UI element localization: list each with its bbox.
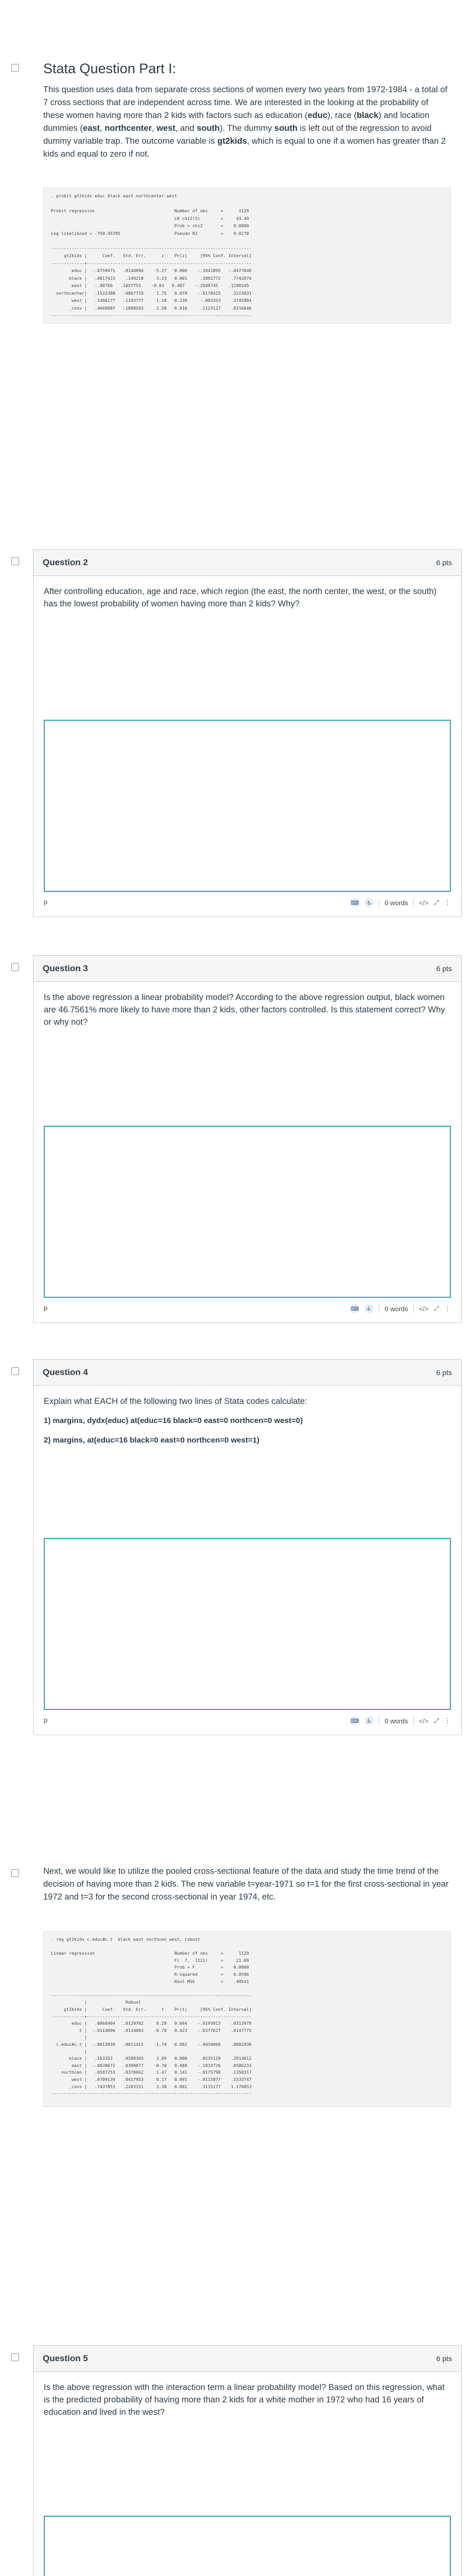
stata-output-line: Log likelihood = -759.45785 Pseudo R2 = 0.0278 bbox=[51, 230, 249, 236]
element-path[interactable]: p bbox=[44, 1304, 48, 1312]
stata-output-line: Linear regression Number of obs = 1129 bbox=[51, 1951, 249, 1956]
word-count: 0 words bbox=[384, 1717, 408, 1725]
stata-output-line: t | -.0114096 .0134083 -0.78 0.423 -.0377627 .0147775 bbox=[51, 2027, 252, 2033]
keyboard-icon[interactable]: ⌨ bbox=[350, 1304, 359, 1313]
divider bbox=[413, 1304, 414, 1313]
question-text: Explain what EACH of the following two lines of Stata codes calculate: 1) margins, dydx(educ) at(educ=16 black=0 east=0 northcen=0 west=0) 2) margins, at(educ=16 black=0 east=0 northcen=0 west=1) bbox=[33, 1386, 461, 1447]
stata-output-line: east | -.0839672 .0399877 -0.70 0.488 -.1019726 .0586233 bbox=[51, 2062, 252, 2068]
answer-editor[interactable] bbox=[44, 2516, 451, 2576]
stata-output-regression bbox=[43, 1931, 451, 2107]
stata-output-line: gt2kids | Coef. Std. Err. z P>|z| [95% Conf. Interval] bbox=[51, 253, 252, 258]
answer-editor[interactable] bbox=[44, 1126, 451, 1298]
stata-output-line: black | .4817423 .149218 3.23 0.001 .1892772 .7742074 bbox=[51, 275, 252, 281]
stata-output-line: _cons | .4669887 .1809593 2.58 0.010 .1123127 .8216646 bbox=[51, 305, 252, 311]
html-toggle[interactable]: </> bbox=[418, 1304, 429, 1313]
stata-output-line: Prob > chi2 = 0.0000 bbox=[51, 223, 249, 228]
question-card-2 bbox=[33, 549, 462, 917]
question-points: 6 pts bbox=[436, 964, 452, 973]
question-card-5 bbox=[33, 2345, 462, 2576]
stata-output-line: Root MSE = .49541 bbox=[51, 1978, 249, 1984]
question-title: Question 5 bbox=[43, 2353, 88, 2363]
word-count: 0 words bbox=[384, 1304, 408, 1313]
keyboard-icon[interactable]: ⌨ bbox=[350, 898, 359, 907]
stata-output-line: Probit regression Number of obs = 1129 bbox=[51, 208, 249, 213]
question-text: Is the above regression with the interaction term a linear probability model? Based on this regression, what is the predicted probability of having more than 2 kids for a white mother in 1972 who had 16 years of education and lived in the west? bbox=[44, 2383, 445, 2417]
question-points: 6 pts bbox=[436, 1368, 452, 1377]
stata-output-line: | Robust bbox=[51, 1999, 141, 2005]
stata-output-line: ------------------------------------------------------------------------------ bbox=[51, 313, 252, 318]
answer-editor[interactable] bbox=[44, 1538, 451, 1710]
stata-output-line: | bbox=[51, 2035, 87, 2040]
fullscreen-icon[interactable]: ⤢ bbox=[433, 899, 439, 906]
stata-code-line: 1) margins, dydx(educ) at(educ=16 black=0 east=0 northcen=0 west=0) bbox=[44, 1416, 303, 1425]
question-header bbox=[33, 2346, 461, 2372]
stata-code-line: 2) margins, at(educ=16 black=0 east=0 northcen=0 west=1) bbox=[44, 1436, 259, 1445]
stata-output-line: east | -.08766 .1057753 -0.83 0.407 -.2949745 .1196545 bbox=[51, 283, 249, 288]
stata-output-line: northcenter| .1522308 .0867719 1.75 0.079 -.0178415 .3223031 bbox=[51, 290, 252, 296]
stata-output-line: northcen | .0587253 .0378662 1.47 0.141 -.0175798 .1350317 bbox=[51, 2070, 252, 2075]
question-card-3 bbox=[33, 955, 462, 1323]
question-header bbox=[33, 1360, 461, 1386]
fullscreen-icon[interactable]: ⤢ bbox=[433, 1717, 439, 1724]
element-path[interactable]: p bbox=[44, 898, 48, 906]
element-path[interactable]: p bbox=[44, 1716, 48, 1724]
section-title: Stata Question Part I: bbox=[43, 61, 177, 76]
editor-status-bar bbox=[44, 1301, 451, 1316]
stata-output-line: black | .163352 .0589365 3.09 0.000 .0535129 .2913612 bbox=[51, 2056, 252, 2061]
html-toggle[interactable]: </> bbox=[418, 899, 429, 907]
more-icon[interactable]: ⋮ bbox=[444, 899, 451, 906]
stata-output-line: Prob > F = 0.0000 bbox=[51, 1964, 249, 1970]
question-text: After controlling education, age and race, which region (the east, the north center, the west, or the south) has the lowest probability of women having more than 2 kids? Why? bbox=[44, 587, 437, 608]
flag-checkbox[interactable] bbox=[11, 2353, 19, 2361]
stata-output-line: c.educ#c.t | -.0013039 .0011411 -1.74 0.082 -.0050068 .0002936 bbox=[51, 2042, 252, 2047]
intro-paragraph: This question uses data from separate cross sections of women every two years from 1972-1984 - a total of 7 cross sections that are independent across time. We are interested in the looking at the probability of these women having more than 2 kids with factors such as education (educ), race (black) and location dummies (east, northcenter, west, and south). The dummy south is left out of the regression to avoid dummy variable trap. The outcome variable is gt2kids, which is equal to one if a women has greater than 2 kids and equal to zero if not. bbox=[43, 85, 448, 159]
stata-output-line: west | .1406177 .1193777 1.18 0.239 -.093353 .3745884 bbox=[51, 298, 252, 303]
stata-output-line: R-squared = 0.0596 bbox=[51, 1972, 249, 1977]
question-points: 6 pts bbox=[436, 558, 452, 567]
editor-status-bar bbox=[44, 1713, 451, 1728]
word-count: 0 words bbox=[384, 899, 408, 907]
question-card-4 bbox=[33, 1359, 462, 1735]
accessibility-icon[interactable]: ♿ bbox=[364, 898, 374, 907]
flag-checkbox[interactable] bbox=[11, 963, 19, 971]
stata-output-line: educ | .0060404 .0129702 0.28 0.664 -.0193013 .0313979 bbox=[51, 2021, 252, 2026]
divider bbox=[413, 1717, 414, 1725]
stata-output-line: _cons | .7437853 .2203151 3.38 0.001 .3115177 1.176053 bbox=[51, 2083, 252, 2089]
stata-output-probit bbox=[43, 188, 451, 324]
keyboard-icon[interactable]: ⌨ bbox=[350, 1716, 359, 1725]
html-toggle[interactable]: </> bbox=[418, 1717, 429, 1725]
question-title: Question 2 bbox=[43, 557, 88, 567]
question-header bbox=[33, 956, 461, 982]
stata-output-line: gt2kids | Coef. Std. Err. t P>|t| [95% Conf. Interval] bbox=[51, 2007, 252, 2012]
answer-editor[interactable] bbox=[44, 720, 451, 892]
stata-output-line: . probit gt2kids educ black east northcenter west bbox=[51, 193, 177, 198]
fullscreen-icon[interactable]: ⤢ bbox=[433, 1304, 439, 1312]
accessibility-icon[interactable]: ♿ bbox=[364, 1716, 374, 1725]
accessibility-icon[interactable]: ♿ bbox=[364, 1304, 374, 1313]
stata-output-line: ------------------------------------------------------------------------------ bbox=[51, 2091, 252, 2096]
intro-paragraph-2: Next, we would like to utilize the pooled cross-sectional feature of the data and study the time trend of the decision of having more than 2 kids. The new variable t=year-1971 so t=1 for the first cross-sectional in year 1972 and t=3 for the second cross-sectional in year 1974, etc. bbox=[43, 1867, 449, 1902]
stata-output-line: -------------+---------------------------------------------------------------- bbox=[51, 260, 252, 266]
flag-checkbox[interactable] bbox=[11, 1869, 19, 1877]
question-text: Is the above regression a linear probability model? According to the above regression output, black women are 46.7561% more likely to have more than 2 kids, other factors controlled. Is this statement correct? Why or why not? bbox=[44, 993, 445, 1027]
flag-checkbox[interactable] bbox=[11, 557, 19, 565]
question-header bbox=[33, 550, 461, 576]
more-icon[interactable]: ⋮ bbox=[444, 1304, 451, 1312]
editor-status-bar bbox=[44, 895, 451, 910]
stata-output-line: west | .0709139 .0417953 0.17 0.091 -.0115877 .1533747 bbox=[51, 2077, 252, 2082]
stata-output-line: F( 7, 1121) = 21.09 bbox=[51, 1957, 249, 1963]
stata-output-line: . reg gt2kids c.educ#c.t black east northcen west, robust bbox=[51, 1937, 200, 1942]
more-icon[interactable]: ⋮ bbox=[444, 1717, 451, 1724]
stata-output-line: ------------------------------------------------------------------------------ bbox=[51, 245, 252, 251]
divider bbox=[413, 899, 414, 907]
stata-output-line: ------------------------------------------------------------------------------ bbox=[51, 1992, 252, 1998]
stata-output-line: educ | -.0759471 .0144094 -5.27 0.000 -.1041895 -.0477046 bbox=[51, 268, 252, 273]
stata-output-line: -------------+---------------------------------------------------------------- bbox=[51, 2013, 252, 2019]
question-title: Question 4 bbox=[43, 1367, 88, 1377]
flag-checkbox[interactable] bbox=[11, 1367, 19, 1375]
flag-checkbox[interactable] bbox=[11, 64, 19, 72]
question-points: 6 pts bbox=[436, 2354, 452, 2363]
question-title: Question 3 bbox=[43, 963, 88, 973]
stata-output-line: LR chi2(5) = 43.49 bbox=[51, 215, 249, 221]
stata-output-line: | bbox=[51, 2048, 87, 2054]
